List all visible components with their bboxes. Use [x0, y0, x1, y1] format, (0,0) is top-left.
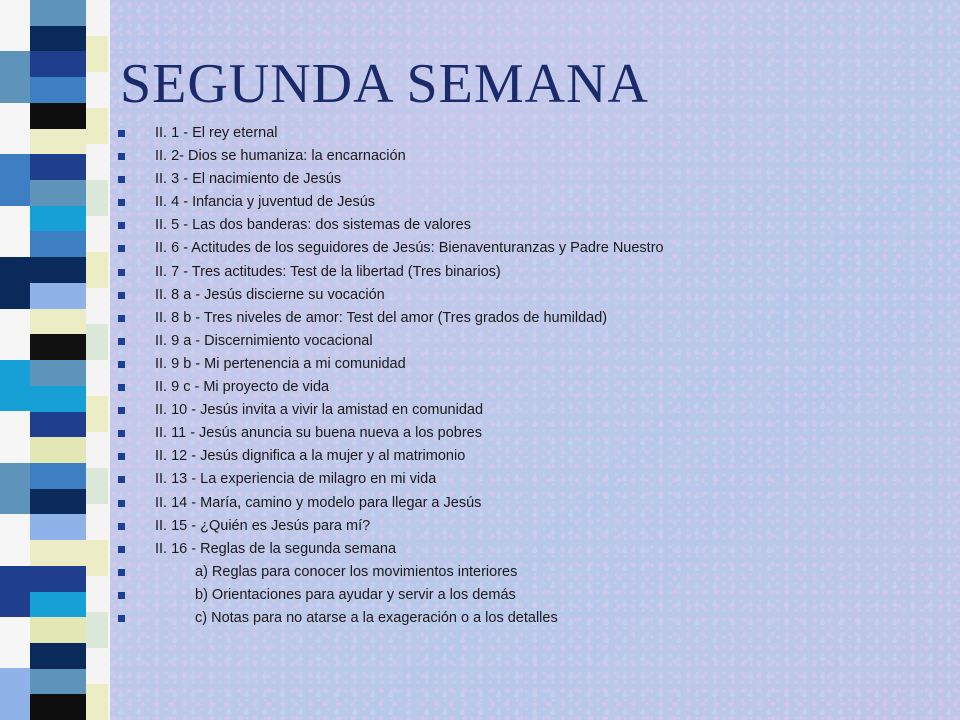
stripe-segment	[0, 463, 30, 514]
list-item-text: II. 9 a - Discernimiento vocacional	[155, 332, 373, 349]
sub-list-item	[118, 561, 938, 584]
stripe-segment	[0, 309, 30, 360]
stripe-segment	[86, 432, 108, 468]
square-bullet-icon	[118, 361, 125, 368]
list-item	[118, 284, 938, 307]
square-bullet-icon	[118, 476, 125, 483]
stripe-segment	[30, 206, 86, 232]
list-item	[118, 468, 938, 491]
stripe-segment	[30, 154, 86, 180]
stripe-segment	[86, 612, 108, 648]
square-bullet-icon	[118, 523, 125, 530]
square-bullet-icon	[118, 245, 125, 252]
list-item-text: II. 1 - El rey eternal	[155, 125, 278, 141]
stripe-segment	[0, 514, 30, 565]
decorative-stripe-bar	[0, 0, 110, 720]
stripe-segment	[30, 566, 86, 592]
stripe-segment	[30, 592, 86, 618]
stripe-segment	[86, 36, 108, 72]
stripe-segment	[30, 51, 86, 77]
stripe-segment	[30, 26, 86, 52]
stripe-segment	[30, 694, 86, 720]
list-item	[118, 191, 938, 214]
square-bullet-icon	[118, 407, 125, 414]
stripe-segment	[30, 129, 86, 155]
list-item	[118, 145, 938, 168]
stripe-segment	[30, 412, 86, 438]
square-bullet-icon	[118, 292, 125, 299]
stripe-segment	[86, 0, 108, 36]
stripe-segment	[30, 617, 86, 643]
list-item-text: II. 5 - Las dos banderas: dos sistemas de valores	[155, 217, 471, 234]
stripe-segment	[30, 309, 86, 335]
topic-list	[118, 122, 938, 630]
stripe-segment	[0, 257, 30, 308]
list-item-text: II. 3 - El nacimiento de Jesús	[155, 171, 342, 188]
list-item	[118, 214, 938, 237]
stripe-segment	[86, 108, 108, 144]
stripe-segment	[30, 180, 86, 206]
list-item-text: II. 9 b - Mi pertenencia a mi comunidad	[155, 355, 406, 372]
stripe-segment	[86, 576, 108, 612]
stripe-segment	[86, 72, 108, 108]
stripe-segment	[86, 144, 108, 180]
square-bullet-icon	[118, 176, 125, 183]
stripe-segment	[0, 154, 30, 205]
list-item-text: II. 12 - Jesús dignifica a la mujer y al matrimonio	[155, 448, 466, 465]
list-item-text: II. 15 - ¿Quién es Jesús para mí?	[155, 517, 371, 534]
stripe-segment	[0, 206, 30, 257]
stripe-segment	[86, 540, 108, 576]
stripe-segment	[86, 180, 108, 216]
list-item	[118, 168, 938, 191]
square-bullet-icon	[118, 338, 125, 345]
stripe-segment	[30, 77, 86, 103]
list-item	[118, 445, 938, 468]
stripe-segment	[0, 617, 30, 668]
stripe-segment	[30, 514, 86, 540]
stripe-segment	[0, 51, 30, 102]
list-item-text: a) Reglas para conocer los movimientos interiores	[195, 563, 518, 580]
list-item-text: c) Notas para no atarse a la exageración o a los detalles	[195, 609, 558, 626]
stripe-segment	[30, 360, 86, 386]
list-item	[118, 399, 938, 422]
list-item-text: II. 11 - Jesús anuncia su buena nueva a los pobres	[155, 425, 483, 442]
stripe-segment	[30, 643, 86, 669]
square-bullet-icon	[118, 199, 125, 206]
stripe-segment	[30, 437, 86, 463]
stripe-segment	[86, 360, 108, 396]
stripe-column-edge	[0, 0, 30, 720]
stripe-segment	[86, 252, 108, 288]
square-bullet-icon	[118, 269, 125, 276]
stripe-segment	[30, 257, 86, 283]
stripe-segment	[0, 0, 30, 51]
square-bullet-icon	[118, 384, 125, 391]
stripe-segment	[86, 504, 108, 540]
square-bullet-icon	[118, 130, 125, 137]
square-bullet-icon	[118, 153, 125, 160]
list-item-text: II. 8 b - Tres niveles de amor: Test del amor (Tres grados de humildad)	[155, 309, 608, 326]
list-item-text: II. 9 c - Mi proyecto de vida	[155, 379, 330, 396]
list-item	[118, 353, 938, 376]
stripe-segment	[30, 669, 86, 695]
list-item-text: b) Orientaciones para ayudar y servir a los demás	[195, 586, 516, 603]
stripe-segment	[30, 463, 86, 489]
stripe-column-light	[86, 0, 108, 720]
square-bullet-icon	[118, 500, 125, 507]
list-item-text: II. 14 - María, camino y modelo para llegar a Jesús	[155, 494, 482, 511]
list-item	[118, 376, 938, 399]
stripe-segment	[30, 0, 86, 26]
stripe-segment	[30, 334, 86, 360]
list-item-text: II. 7 - Tres actitudes: Test de la libertad (Tres binarios)	[155, 263, 501, 280]
stripe-segment	[0, 103, 30, 154]
stripe-segment	[0, 668, 30, 719]
list-item-text: II. 13 - La experiencia de milagro en mi vida	[155, 471, 437, 488]
stripe-segment	[86, 288, 108, 324]
list-item	[118, 330, 938, 353]
list-item	[118, 492, 938, 515]
sub-list-item	[118, 584, 938, 607]
stripe-segment	[86, 324, 108, 360]
slide-title: SEGUNDA SEMANA	[120, 53, 649, 115]
list-item	[118, 261, 938, 284]
list-item	[118, 237, 938, 260]
stripe-segment	[30, 103, 86, 129]
stripe-segment	[86, 684, 108, 720]
square-bullet-icon	[118, 546, 125, 553]
stripe-segment	[0, 360, 30, 411]
list-item-text: II. 10 - Jesús invita a vivir la amistad en comunidad	[155, 402, 484, 419]
stripe-segment	[30, 231, 86, 257]
stripe-segment	[30, 489, 86, 515]
square-bullet-icon	[118, 453, 125, 460]
stripe-segment	[0, 566, 30, 617]
stripe-segment	[86, 396, 108, 432]
list-item-text: II. 16 - Reglas de la segunda semana	[155, 540, 397, 557]
stripe-segment	[0, 411, 30, 462]
stripe-column-main	[30, 0, 86, 720]
stripe-segment	[86, 216, 108, 252]
list-item-text: II. 2- Dios se humaniza: la encarnación	[155, 148, 406, 165]
list-item-text: II. 4 - Infancia y juventud de Jesús	[155, 194, 376, 211]
square-bullet-icon	[118, 592, 125, 599]
stripe-segment	[86, 648, 108, 684]
list-item	[118, 122, 938, 145]
square-bullet-icon	[118, 222, 125, 229]
square-bullet-icon	[118, 315, 125, 322]
stripe-segment	[86, 468, 108, 504]
square-bullet-icon	[118, 430, 125, 437]
list-item	[118, 422, 938, 445]
list-item-text: II. 6 - Actitudes de los seguidores de Jesús: Bienaventuranzas y Padre Nuestro	[155, 240, 664, 257]
stripe-segment	[30, 283, 86, 309]
stripe-segment	[30, 386, 86, 412]
square-bullet-icon	[118, 615, 125, 622]
sub-list-item	[118, 607, 938, 630]
stripe-segment	[30, 540, 86, 566]
list-item	[118, 515, 938, 538]
list-item	[118, 538, 938, 561]
list-item	[118, 307, 938, 330]
square-bullet-icon	[118, 569, 125, 576]
list-item-text: II. 8 a - Jesús discierne su vocación	[155, 286, 385, 303]
